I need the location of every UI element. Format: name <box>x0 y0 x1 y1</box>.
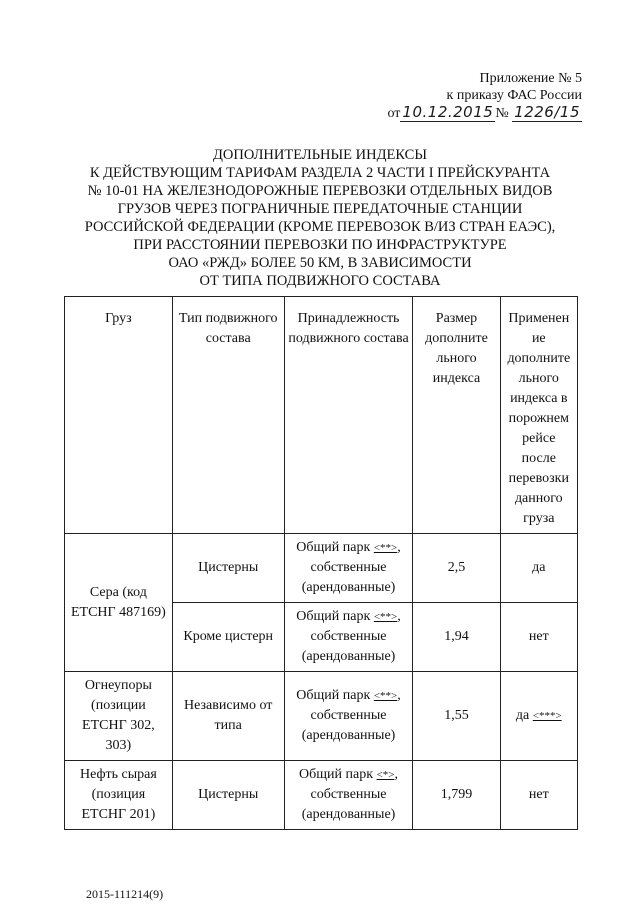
table-row <box>65 761 578 830</box>
cell-ownership <box>284 534 413 603</box>
cell-index: 1,799 <box>413 761 500 830</box>
handwritten-date: 10.12.2015 <box>402 103 494 121</box>
index-table <box>64 296 578 830</box>
header-index-size: Размер дополните льного индекса <box>413 297 500 534</box>
document-title <box>40 146 600 290</box>
cell-ownership <box>284 672 413 761</box>
appendix-block <box>387 70 582 122</box>
ownership-text: Общий парк <box>296 609 374 624</box>
cell-ownership <box>284 761 413 830</box>
document-code: 2015-111214(9) <box>86 887 164 901</box>
title-line: ОАО «РЖД» БОЛЕЕ 50 КМ, В ЗАВИСИМОСТИ <box>168 255 472 271</box>
title-line: № 10-01 НА ЖЕЛЕЗНОДОРОЖНЫЕ ПЕРЕВОЗКИ ОТДЕЛЬНЫХ ВИДОВ <box>87 183 553 199</box>
cell-cargo: Сера (код ЕТСНГ 487169) <box>65 534 173 672</box>
table-row <box>65 534 578 603</box>
header-rolling-stock-type: Тип подвижного состава <box>172 297 284 534</box>
empty-run-text: да <box>515 708 533 723</box>
ownership-text: , собственные (арендованные) <box>301 767 398 822</box>
cell-type: Независимо от типа <box>172 672 284 761</box>
cell-type: Цистерны <box>172 761 284 830</box>
cell-type: Цистерны <box>172 534 284 603</box>
footnote-ref[interactable]: <*> <box>376 769 395 781</box>
ownership-text: , собственные (арендованные) <box>301 540 401 595</box>
header-ownership: Принадлежность подвижного состава <box>284 297 413 534</box>
title-line: РОССИЙСКОЙ ФЕДЕРАЦИИ (КРОМЕ ПЕРЕВОЗОК В/ИЗ СТРАН ЕАЭС), <box>84 219 556 235</box>
cell-empty-run <box>500 672 577 761</box>
cell-empty-run: нет <box>500 603 577 672</box>
ownership-text: , собственные (арендованные) <box>301 609 401 664</box>
from-label: от <box>387 106 401 121</box>
title-line: К ДЕЙСТВУЮЩИМ ТАРИФАМ РАЗДЕЛА 2 ЧАСТИ I ПРЕЙСКУРАНТА <box>89 165 551 181</box>
cell-ownership <box>284 603 413 672</box>
cell-index: 1,55 <box>413 672 500 761</box>
cell-empty-run: да <box>500 534 577 603</box>
footnote-ref[interactable]: <**> <box>373 690 398 702</box>
header-cargo: Груз <box>65 297 173 534</box>
appendix-date-number <box>387 104 582 122</box>
ownership-text: Общий парк <box>296 688 374 703</box>
ownership-text: Общий парк <box>299 767 377 782</box>
title-line: ДОПОЛНИТЕЛЬНЫЕ ИНДЕКСЫ <box>213 147 427 163</box>
handwritten-number: 1226/15 <box>514 103 580 121</box>
table-row <box>65 672 578 761</box>
cell-cargo: Огнеупоры (позиции ЕТСНГ 302, 303) <box>65 672 173 761</box>
cell-index: 2,5 <box>413 534 500 603</box>
title-line: ОТ ТИПА ПОДВИЖНОГО СОСТАВА <box>199 273 441 289</box>
ownership-text: Общий парк <box>296 540 374 555</box>
appendix-title: Приложение № 5 <box>479 71 582 86</box>
cell-cargo: Нефть сырая (позиция ЕТСНГ 201) <box>65 761 173 830</box>
footnote-ref[interactable]: <**> <box>373 542 398 554</box>
footnote-ref[interactable]: <**> <box>373 611 398 623</box>
number-label: № <box>495 106 509 121</box>
title-line: ПРИ РАССТОЯНИИ ПЕРЕВОЗКИ ПО ИНФРАСТРУКТУРЕ <box>133 237 507 253</box>
cell-type: Кроме цистерн <box>172 603 284 672</box>
ownership-text: , собственные (арендованные) <box>301 688 401 743</box>
header-empty-run: Применен ие дополните льного индекса в порожнем рейсе после перевозки данного груза <box>500 297 577 534</box>
title-line: ГРУЗОВ ЧЕРЕЗ ПОГРАНИЧНЫЕ ПЕРЕДАТОЧНЫЕ СТАНЦИИ <box>117 201 523 217</box>
footnote-ref[interactable]: <***> <box>532 710 562 722</box>
table-header-row <box>65 297 578 534</box>
appendix-order: к приказу ФАС России <box>446 88 582 103</box>
cell-empty-run: нет <box>500 761 577 830</box>
cell-index: 1,94 <box>413 603 500 672</box>
